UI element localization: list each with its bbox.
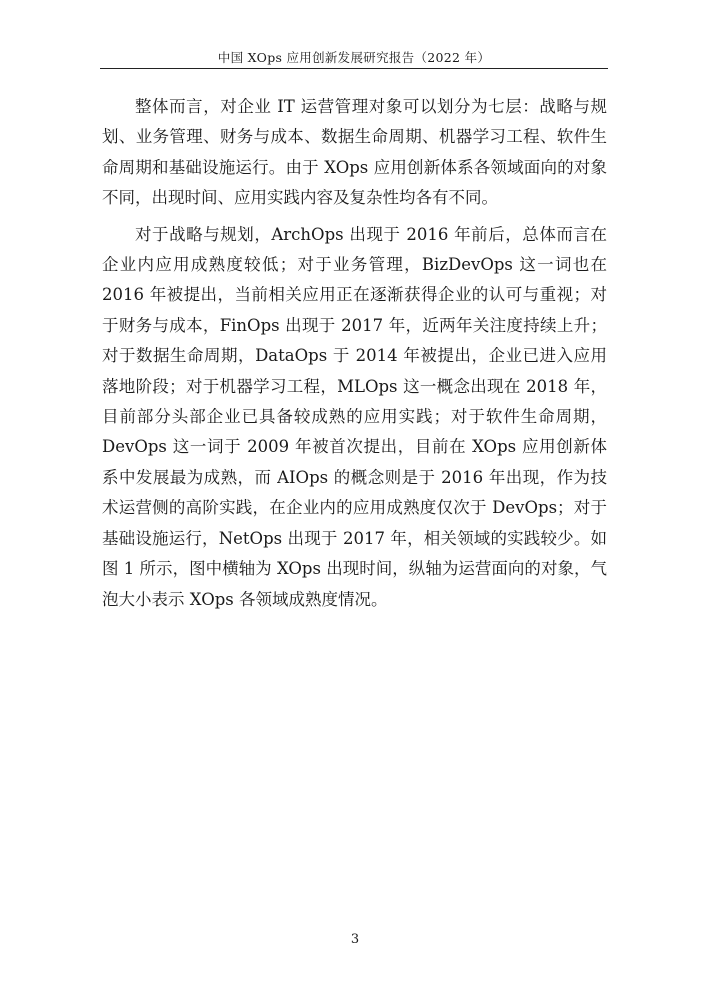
running-header: 中国 XOps 应用创新发展研究报告（2022 年）	[217, 50, 491, 65]
paragraph-xops-timeline: 对于战略与规划，ArchOps 出现于 2016 年前后，总体而言在企业内应用成熟度较低；对于业务管理，BizDevOps 这一词也在 2016 年被提出，当前相关应用正在逐渐获得企业的认可与重视；对于财务与成本，FinOps 出现于 2017 年，近两年关注度持续上升；对于数据生命周期，DataOps 于 2014 年被提出，企业已进入应用落地阶段；对于机器学习工程，MLOps 这一概念出现在 2018 年，目前部分头部企业已具备较成熟的应用实践；对于软件生命周期，DevOps 这一词于 2009 年被首次提出，目前在 XOps 应用创新体系中发展最为成熟，而 AIOps 的概念则是于 2016 年出现，作为技术运营侧的高阶实践，在企业内的应用成熟度仅次于 DevOps；对于基础设施运行，NetOps 出现于 2017 年，相关领域的实践较少。如图 1 所示，图中横轴为 XOps 出现时间，纵轴为运营面向的对象，气泡大小表示 XOps 各领域成熟度情况。	[102, 224, 607, 609]
page-number: 3	[350, 932, 360, 947]
header-divider	[100, 68, 608, 69]
paragraph-overview: 整体而言，对企业 IT 运营管理对象可以划分为七层：战略与规划、业务管理、财务与成本、数据生命周期、机器学习工程、软件生命周期和基础设施运行。由于 XOps 应用创新体系各领域面向的对象不同，出现时间、应用实践内容及复杂性均各有不同。	[102, 97, 607, 208]
body-text	[102, 92, 607, 621]
